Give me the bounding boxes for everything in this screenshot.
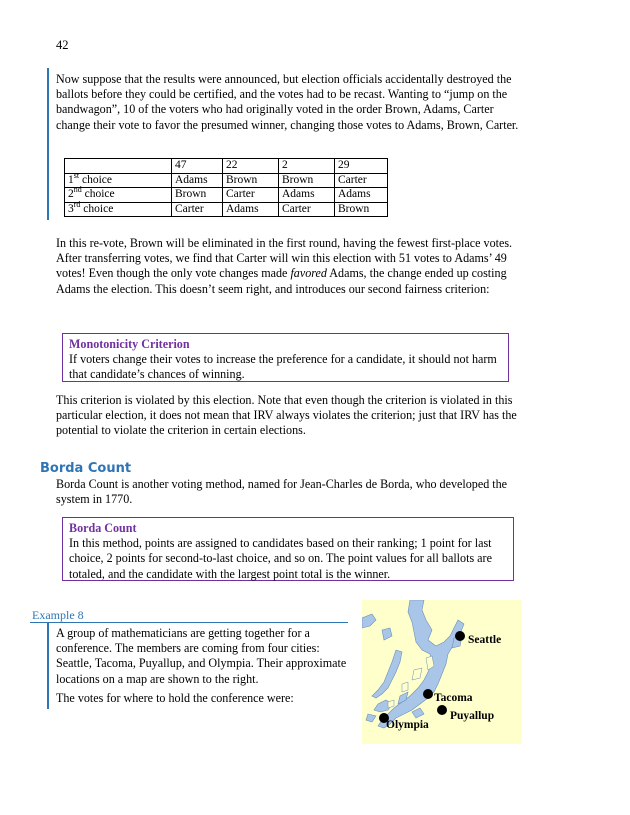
- seattle-marker: [455, 631, 465, 641]
- borda-count-box: [62, 517, 514, 581]
- city-label-olympia: Olympia: [386, 719, 429, 731]
- borda-intro-paragraph: Borda Count is another voting method, named for Jean-Charles de Borda, who developed the system in 1770.: [56, 477, 508, 507]
- example-label: Example 8: [32, 608, 84, 622]
- table-header-cell: 47: [172, 159, 223, 174]
- table-header-cell: [65, 159, 172, 174]
- table-cell: Brown: [279, 173, 335, 188]
- table-header-row: [65, 159, 388, 174]
- example-paragraph: A group of mathematicians are getting together for a conference. The members are coming from four cities: Seattle, Tacoma, Puyallup, and Olympia. Their approximate locations on a map are shown to the right.: [56, 626, 347, 686]
- table-cell: Carter: [223, 188, 279, 203]
- city-label-puyallup: Puyallup: [450, 710, 495, 722]
- table-cell: Adams: [223, 202, 279, 217]
- table-row: [65, 202, 388, 217]
- table-header-cell: 22: [223, 159, 279, 174]
- revote-paragraph: In this re-vote, Brown will be eliminated in the first round, having the fewest first-place votes. After transferring votes, we find that Carter will win this election with 51 votes to Adams’ 49 votes! Even though the only vote changes made favored Adams, the change ended up costing Adams the election. This doesn’t seem right, and introduces our second fairness criterion:: [56, 236, 513, 296]
- puget-sound-map: [362, 600, 522, 744]
- table-cell: Brown: [335, 202, 388, 217]
- page-number: 42: [56, 38, 69, 52]
- box-title: Monotonicity Criterion: [69, 337, 190, 351]
- table-row: [65, 173, 388, 188]
- city-label-seattle: Seattle: [468, 634, 502, 646]
- table-cell: Adams: [335, 188, 388, 203]
- example-underline: [30, 622, 348, 623]
- row-label: 1st choice: [65, 173, 172, 188]
- table-cell: Adams: [172, 173, 223, 188]
- section-heading: Borda Count: [40, 461, 132, 476]
- box-body: In this method, points are assigned to candidates based on their ranking; 1 point for last choice, 2 points for second-to-last choice, and so on. The point values for all ballots are totaled, and the candidate with the largest point total is the winner.: [69, 536, 492, 581]
- table-cell: Carter: [172, 202, 223, 217]
- emphasis-text: favored: [290, 266, 327, 281]
- votes-intro: The votes for where to hold the conference were:: [56, 691, 294, 705]
- row-label: 2nd choice: [65, 188, 172, 203]
- box-body: If voters change their votes to increase the preference for a candidate, it should not harm that candidate’s chances of winning.: [69, 352, 497, 382]
- tacoma-marker: [423, 689, 433, 699]
- row-label: 3rd choice: [65, 202, 172, 217]
- intro-paragraph: Now suppose that the results were announced, but election officials accidentally destroyed the ballots before they could be certified, and the votes had to be recast. Wanting to “jump on the bandwagon”, 10 of the voters who had originally voted in the order Brown, Adams, Carter change their vote to favor the presumed winner, changing those votes to Adams, Brown, Carter.: [56, 72, 519, 132]
- water-shape: [362, 600, 464, 728]
- puyallup-marker: [437, 705, 447, 715]
- monotonicity-criterion-box: [62, 333, 509, 382]
- table-cell: Carter: [279, 202, 335, 217]
- table-row: [65, 188, 388, 203]
- table-cell: Brown: [223, 173, 279, 188]
- table-header-cell: 2: [279, 159, 335, 174]
- section-bar: [47, 68, 49, 220]
- violation-paragraph: This criterion is violated by this election. Note that even though the criterion is violated in this particular election, it does not mean that IRV always violates the criterion; just that IRV has the potential to violate the criterion in certain elections.: [56, 393, 517, 438]
- box-title: Borda Count: [69, 521, 137, 535]
- table-cell: Adams: [279, 188, 335, 203]
- vote-table: [64, 158, 388, 217]
- table-cell: Brown: [172, 188, 223, 203]
- example-bar: [47, 623, 49, 709]
- city-label-tacoma: Tacoma: [434, 692, 473, 704]
- table-header-cell: 29: [335, 159, 388, 174]
- table-cell: Carter: [335, 173, 388, 188]
